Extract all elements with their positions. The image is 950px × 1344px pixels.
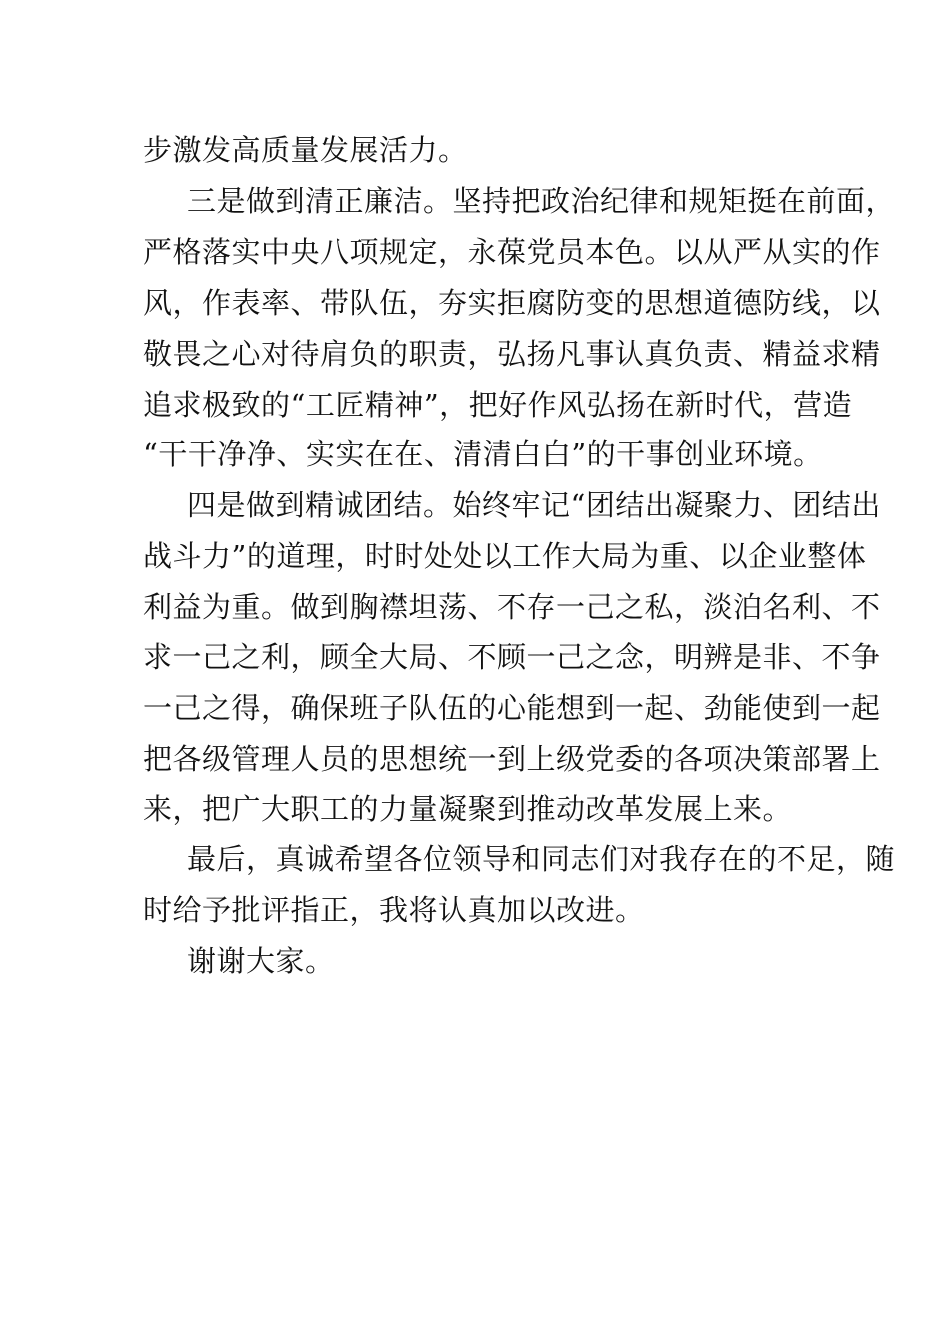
text-line: “干干净净、实实在在、清清白白”的干事创业环境。 (143, 437, 823, 471)
text-line: 严格落实中央八项规定，永葆党员本色。以从严从实的作 (143, 235, 881, 269)
text-line: 敬畏之心对待肩负的职责，弘扬凡事认真负责、精益求精 (143, 337, 881, 371)
closing-line: 谢谢大家。 (187, 944, 335, 978)
paragraph-start-line: 最后，真诚希望各位领导和同志们对我存在的不足，随 (187, 842, 896, 876)
text-line: 战斗力”的道理，时时处处以工作大局为重、以企业整体 (143, 539, 867, 573)
paragraph-start-line: 四是做到精诚团结。始终牢记“团结出凝聚力、团结出 (187, 488, 881, 522)
text-line: 把各级管理人员的思想统一到上级党委的各项决策部署上 (143, 742, 881, 776)
text-line: 时给予批评指正，我将认真加以改进。 (143, 893, 645, 927)
paragraph-start-line: 三是做到清正廉洁。坚持把政治纪律和规矩挺在前面， (187, 184, 896, 218)
text-line: 求一己之利，顾全大局、不顾一己之念，明辨是非、不争 (143, 640, 881, 674)
text-line: 追求极致的“工匠精神”，把好作风弘扬在新时代，营造 (143, 388, 853, 422)
text-line: 步激发高质量发展活力。 (143, 133, 468, 167)
text-line: 一己之得，确保班子队伍的心能想到一起、劲能使到一起 (143, 691, 881, 725)
text-line: 来，把广大职工的力量凝聚到推动改革发展上来。 (143, 792, 793, 826)
text-line: 风，作表率、带队伍，夯实拒腐防变的思想道德防线，以 (143, 286, 881, 320)
text-line: 利益为重。做到胸襟坦荡、不存一己之私，淡泊名利、不 (143, 590, 881, 624)
